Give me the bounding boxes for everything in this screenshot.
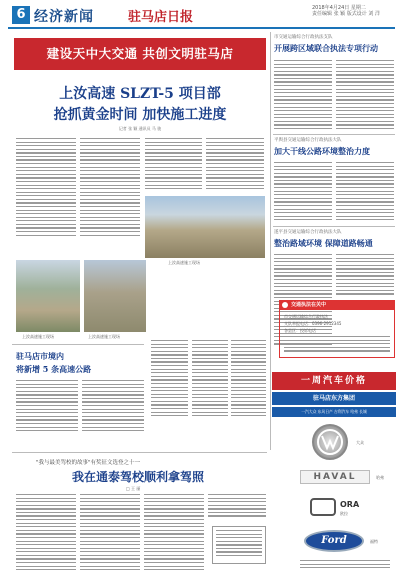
right-title-3: 整治路域环境 保障道路畅通	[274, 238, 373, 248]
right-body-2b	[336, 162, 394, 223]
right-body-2a	[274, 162, 332, 223]
vw-logo	[312, 424, 348, 460]
right-body-3b	[336, 254, 394, 297]
brand-label-haval: 哈弗	[376, 475, 384, 480]
essay-body-4	[208, 494, 266, 519]
right-body-1b	[336, 60, 394, 132]
ford-logo: Ford	[304, 530, 364, 552]
editor-credit: 责任编辑 张 颖 版式设计 刘 洋	[312, 11, 380, 17]
page-number: 6	[12, 6, 30, 24]
issue-meta	[312, 5, 398, 17]
notice-line-3: 各县区：投诉电话	[284, 328, 316, 333]
construction-photo-2	[16, 260, 80, 332]
right-title-1: 开展跨区域联合执法专项行动	[274, 43, 378, 53]
car-footer	[300, 560, 390, 571]
construction-photo-3	[84, 260, 146, 332]
lead-body-col-1	[16, 138, 76, 238]
essay-title: 我在通泰驾校顺利拿驾照	[71, 470, 204, 484]
lead-body-col-4	[206, 138, 264, 192]
right-header-2: 平舆县交通运输综合行政执法大队	[274, 138, 342, 143]
lead-headline-2: 抢抓黄金时间 加快施工进度	[53, 107, 227, 123]
divider-bottom	[12, 452, 267, 453]
right-title-2: 加大干线公路环境整治力度	[274, 146, 370, 156]
column-divider	[270, 32, 271, 450]
notice-body	[284, 336, 390, 354]
lead-body-lower-1	[151, 340, 188, 419]
essay-body-1	[16, 494, 76, 573]
notice-title: 交通执法在关中	[279, 300, 395, 310]
photo-caption-1: 上汝高速施工现场	[168, 260, 200, 265]
right-divider-2	[273, 226, 395, 227]
ora-text: ORA	[340, 500, 360, 509]
lead-body-lower-2	[192, 340, 228, 419]
right-divider-1	[273, 134, 395, 135]
newspaper-logo: 驻马店日报	[128, 10, 194, 25]
dealer-name: 驻马店东方集团	[272, 392, 396, 405]
construction-photo-1	[145, 196, 265, 258]
photo-caption-3: 上汝高速施工现场	[88, 334, 120, 339]
brand-label-vw: 大众	[356, 440, 364, 445]
header-rule	[8, 27, 395, 29]
haval-logo: HAVAL	[300, 470, 370, 484]
photo-caption-2: 上汝高速施工现场	[22, 334, 54, 339]
lead-body-col-2	[80, 138, 140, 238]
lead-headline-1: 上汝高速 SLZT-5 项目部	[59, 86, 221, 102]
essay-kicker: "我与最美驾校的故事"有奖征文选登之十一	[36, 460, 141, 466]
highway-news-body-1	[16, 380, 78, 434]
notice-icon	[282, 302, 288, 308]
issue-date: 2018年4月24日 星期二	[312, 5, 366, 11]
notice-line-1: 市交通运输综合行政执法	[284, 314, 328, 319]
section-title: 经济新闻	[34, 9, 94, 25]
essay-author: □ 王 丽	[126, 486, 141, 491]
brand-label-ora: 欧拉	[340, 511, 348, 516]
ora-logo	[310, 498, 336, 516]
lead-byline: 记者 张 颖 通讯员 马 骏	[118, 126, 162, 131]
driving-school-ad-text	[216, 530, 262, 559]
right-header-3: 遂平县交通运输综合行政执法大队	[274, 230, 342, 235]
right-body-1a	[274, 60, 332, 132]
highway-news-title-2: 将新增 5 条高速公路	[16, 364, 92, 374]
lead-body-lower-3	[231, 340, 266, 419]
dealer-tagline: 一汽大众 东风日产 吉利汽车 哈弗 长城	[272, 407, 396, 417]
essay-body-2	[80, 494, 140, 573]
highway-news-title-1: 驻马店市境内	[16, 351, 64, 361]
essay-body-3	[144, 494, 204, 573]
highway-news-body-2	[82, 380, 144, 434]
lead-body-col-3	[145, 138, 202, 192]
brand-label-ford: 福特	[370, 539, 378, 544]
car-price-banner: 一周汽车价格	[272, 372, 396, 390]
right-header-1: 市交通运输综合行政执法支队	[274, 35, 333, 40]
notice-line-2: 支队举报电话：0396-2912345	[284, 321, 342, 326]
divider-mid	[12, 344, 144, 345]
slogan-banner: 建设天中大交通 共创文明驻马店	[14, 38, 266, 70]
